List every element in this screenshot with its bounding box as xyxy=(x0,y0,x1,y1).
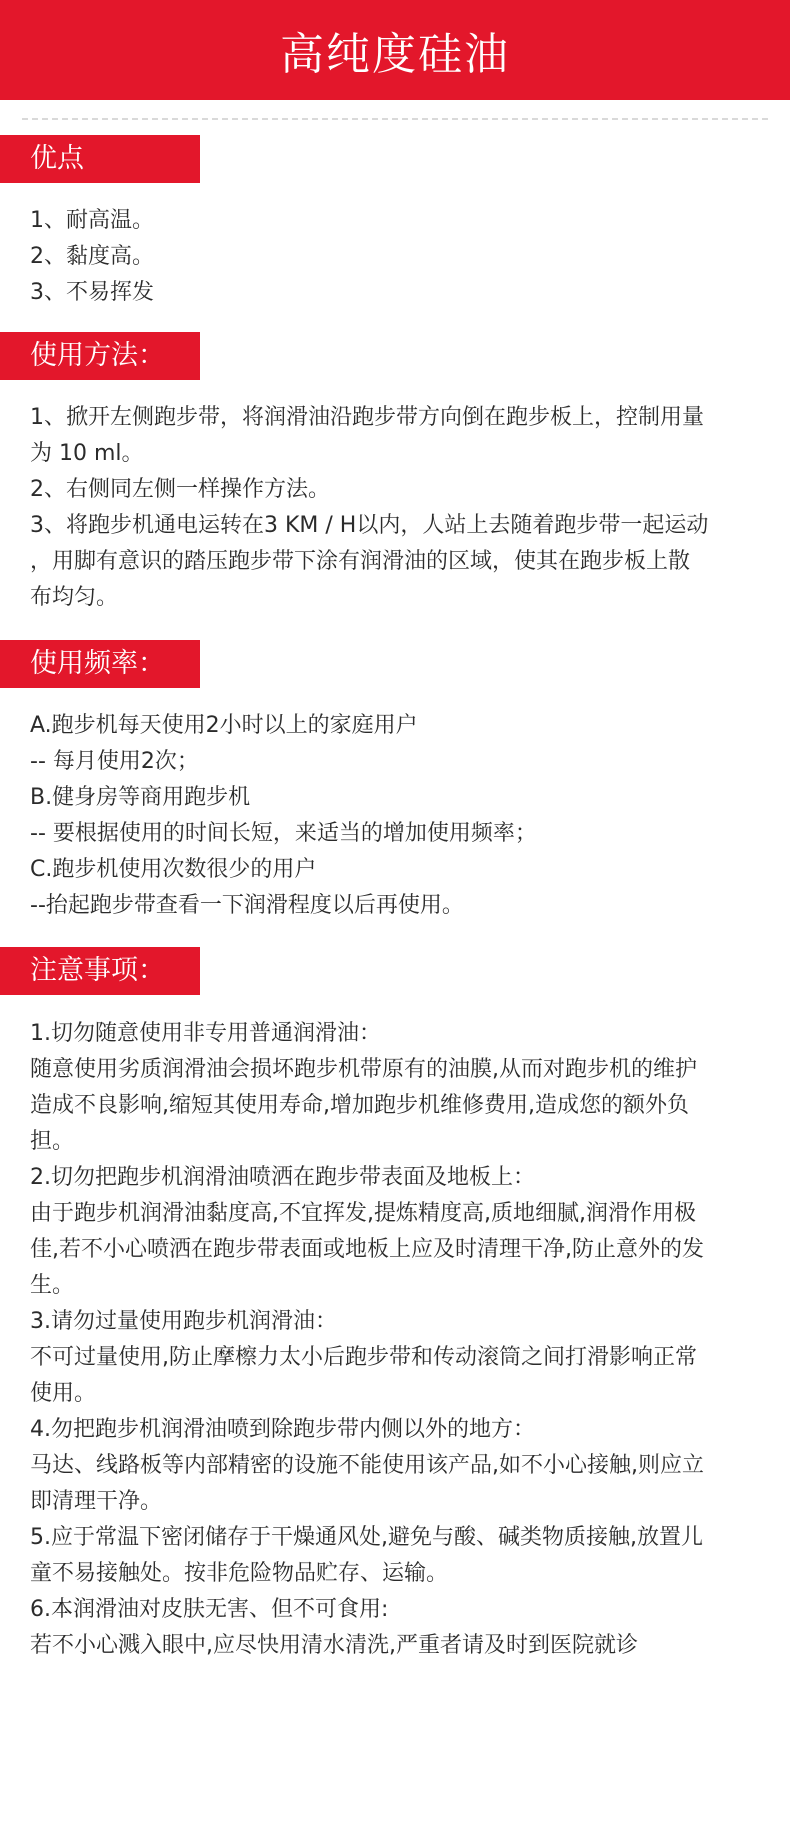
text-line: C.跑步机使用次数很少的用户 xyxy=(30,857,317,882)
text-line: 为 10 ml。 xyxy=(30,441,144,466)
text-line: ，用脚有意识的踏压跑步带下涂有润滑油的区域，使其在跑步板上散 xyxy=(30,549,691,574)
section-body-precautions xyxy=(30,1016,770,1664)
text-line: 若不小心溅入眼中,应尽快用清水清洗,严重者请及时到医院就诊 xyxy=(30,1633,638,1658)
text-line: B.健身房等商用跑步机 xyxy=(30,785,251,810)
text-line: 2、右侧同左侧一样操作方法。 xyxy=(30,477,330,502)
text-line: 随意使用劣质润滑油会损坏跑步机带原有的油膜,从而对跑步机的维护 xyxy=(30,1057,697,1082)
text-line: 3、不易挥发 xyxy=(30,280,154,305)
text-line: 1、掀开左侧跑步带，将润滑油沿跑步带方向倒在跑步板上，控制用量 xyxy=(30,405,704,430)
text-line: --抬起跑步带查看一下润滑程度以后再使用。 xyxy=(30,893,464,918)
text-line: 由于跑步机润滑油黏度高,不宜挥发,提炼精度高,质地细腻,润滑作用极 xyxy=(30,1201,696,1226)
text-line: 2、黏度高。 xyxy=(30,244,154,269)
dashed-divider xyxy=(22,118,768,120)
text-line: 造成不良影响,缩短其使用寿命,增加跑步机维修费用,造成您的额外负 xyxy=(30,1093,689,1118)
text-line: 1、耐高温。 xyxy=(30,208,154,233)
text-line: 使用。 xyxy=(30,1381,97,1406)
text-line: -- 要根据使用的时间长短，来适当的增加使用频率； xyxy=(30,821,537,846)
text-line: 担。 xyxy=(30,1129,75,1154)
page-title: 高纯度硅油 xyxy=(280,29,510,80)
text-line: 3.请勿过量使用跑步机润滑油： xyxy=(30,1309,337,1334)
text-line: 佳,若不小心喷洒在跑步带表面或地板上应及时清理干净,防止意外的发 xyxy=(30,1237,704,1262)
text-line: 3、将跑步机通电运转在3 KM / H以内，人站上去随着跑步带一起运动 xyxy=(30,513,709,538)
text-line: 生。 xyxy=(30,1273,75,1298)
text-line: 4.勿把跑步机润滑油喷到除跑步带内侧以外的地方： xyxy=(30,1417,535,1442)
text-line: -- 每月使用2次； xyxy=(30,749,199,774)
text-line: 不可过量使用,防止摩檫力太小后跑步带和传动滚筒之间打滑影响正常 xyxy=(30,1345,697,1370)
text-line: A.跑步机每天使用2小时以上的家庭用户 xyxy=(30,713,418,738)
text-line: 1.切勿随意使用非专用普通润滑油： xyxy=(30,1021,381,1046)
text-line: 即清理干净。 xyxy=(30,1489,163,1514)
text-line: 布均匀。 xyxy=(30,585,119,610)
section-header-precautions: 注意事项： xyxy=(0,947,200,995)
text-line: 2.切勿把跑步机润滑油喷洒在跑步带表面及地板上： xyxy=(30,1165,535,1190)
text-line: 5.应于常温下密闭储存于干燥通风处,避免与酸、碱类物质接触,放置儿 xyxy=(30,1525,703,1550)
section-header-frequency: 使用频率： xyxy=(0,640,200,688)
section-header-usage: 使用方法： xyxy=(0,332,200,380)
section-body-usage xyxy=(30,400,770,616)
section-body-advantages xyxy=(30,203,770,311)
text-line: 童不易接触处。按非危险物品贮存、运输。 xyxy=(30,1561,449,1586)
text-line: 马达、线路板等内部精密的设施不能使用该产品,如不小心接触,则应立 xyxy=(30,1453,704,1478)
text-line: 6.本润滑油对皮肤无害、但不可食用: xyxy=(30,1597,389,1622)
section-header-advantages: 优点 xyxy=(0,135,200,183)
title-banner xyxy=(0,0,790,100)
section-body-frequency xyxy=(30,708,770,924)
